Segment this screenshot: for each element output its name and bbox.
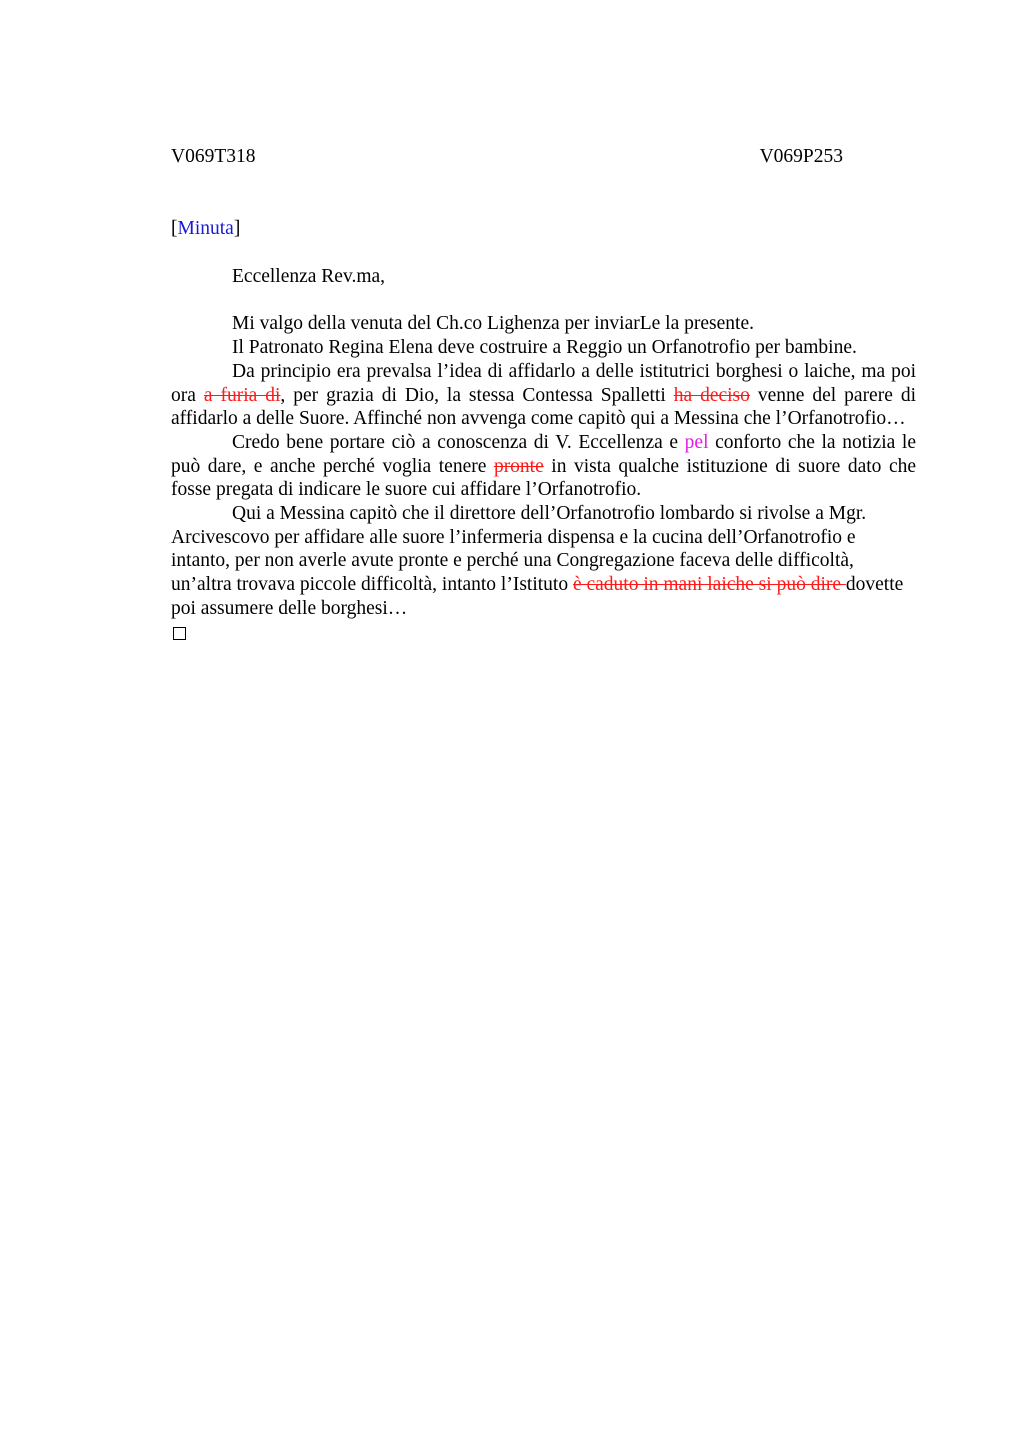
paragraph-3-text-2: , per grazia di Dio, la stessa Contessa Spalletti bbox=[280, 384, 674, 406]
paragraph-4 bbox=[171, 431, 916, 502]
paragraph-3 bbox=[171, 360, 916, 431]
letter-body bbox=[171, 312, 916, 620]
paragraph-2: Il Patronato Regina Elena deve costruire a Reggio un Orfanotrofio per bambine. bbox=[232, 337, 857, 359]
document-header bbox=[171, 145, 843, 169]
end-square-icon bbox=[173, 627, 186, 640]
greeting: Eccellenza Rev.ma, bbox=[232, 265, 386, 287]
minuta-label: Minuta bbox=[177, 218, 234, 239]
inserted-text: pel bbox=[684, 431, 709, 453]
deleted-text: è caduto in mani laiche si può dire bbox=[572, 574, 846, 596]
paragraph-5 bbox=[171, 502, 916, 621]
paragraph-5-text-1: Qui a Messina capitò che il direttore dell’Orfanotrofio lombardo si rivolse a Mgr. Arcivescovo per affidare alle suore l’infermeria dispensa e la cucina dell’Orfanotrofio e intanto, per non averle avute pronte e perché una Congregazione faceva delle difficoltà, un’altra trovava piccole difficoltà, intanto l’Istituto bbox=[171, 503, 867, 596]
paragraph-5-text-2: dovette poi assumere delle borghesi… bbox=[171, 574, 904, 619]
paragraph-1: Mi valgo della venuta del Ch.co Lighenza per inviarLe la presente. bbox=[232, 313, 754, 335]
paragraph-3-text-3: venne del parere di affidarlo a delle Suore. Affinché non avvenga come capitò qui a Messina che l’Orfanotrofio… bbox=[171, 384, 916, 430]
document-page bbox=[171, 145, 916, 640]
minuta-open-bracket: [ bbox=[171, 218, 178, 239]
paragraph-4-text-2: conforto che la notizia le può dare, e anche perché voglia tenere bbox=[171, 431, 916, 477]
minuta-close-bracket: ] bbox=[233, 218, 241, 239]
paragraph-4-text-1: Credo bene portare ciò a conoscenza di V. Eccellenza e bbox=[232, 431, 685, 453]
deleted-text: pronte bbox=[493, 455, 544, 477]
document-code-left: V069T318 bbox=[171, 146, 256, 167]
deleted-text: a furia di bbox=[203, 384, 281, 406]
document-code-right: V069P253 bbox=[759, 146, 843, 167]
paragraph-4-text-3: in vista qualche istituzione di suore dato che fosse pregata di indicare le suore cui affidare l’Orfanotrofio. bbox=[171, 455, 917, 501]
minuta-tag bbox=[171, 217, 916, 241]
paragraph-3-text-1: Da principio era prevalsa l’idea di affidarlo a delle istitutrici borghesi o laiche, ma poi ora bbox=[171, 360, 916, 406]
deleted-text: ha deciso bbox=[673, 384, 750, 406]
